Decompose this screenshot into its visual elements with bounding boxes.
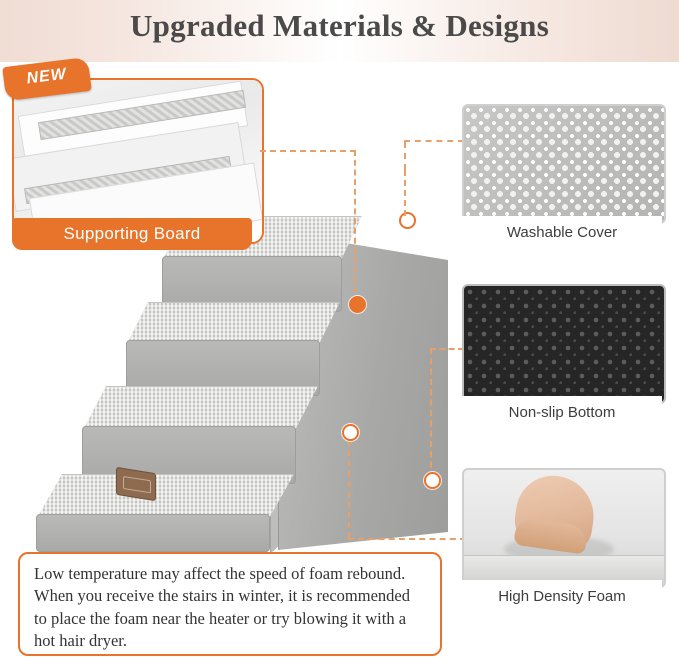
lead-line-nonslip-vertical	[430, 348, 432, 478]
lead-line-nonslip-horizontal	[430, 348, 464, 350]
high-density-foam-label: High Density Foam	[462, 580, 662, 605]
foot-icon	[511, 471, 599, 555]
high-density-foam-image	[462, 468, 666, 588]
washable-cover-label: Washable Cover	[462, 216, 662, 241]
non-slip-bottom-label: Non-slip Bottom	[462, 396, 662, 421]
hotspot-supporting-board	[349, 296, 366, 313]
lead-line-board-horizontal	[260, 150, 356, 152]
new-badge-label: NEW	[25, 65, 68, 88]
step-riser-4	[36, 514, 270, 552]
supporting-board-label: Supporting Board	[12, 218, 252, 250]
hotspot-high-density-foam	[342, 424, 359, 441]
care-note-box	[18, 552, 442, 656]
hotspot-nonslip-bottom	[424, 472, 441, 489]
page-title: Upgraded Materials & Designs	[129, 8, 550, 43]
lead-line-washable-horizontal	[404, 140, 464, 142]
washable-cover-image	[462, 104, 666, 224]
care-note-text: Low temperature may affect the speed of foam rebound. When you receive the stairs in winter, it is recommended to place the foam near the heater or try blowing it with a hot hair dryer.	[34, 564, 410, 651]
hotspot-washable-cover	[399, 212, 416, 229]
lead-line-foam-vertical	[348, 430, 350, 538]
non-slip-bottom-image	[462, 284, 666, 404]
lead-line-washable-vertical	[404, 142, 406, 170]
lead-line-board-vertical	[354, 150, 356, 302]
lead-line-foam-horizontal	[348, 538, 466, 540]
lead-line-washable-down	[404, 170, 406, 216]
